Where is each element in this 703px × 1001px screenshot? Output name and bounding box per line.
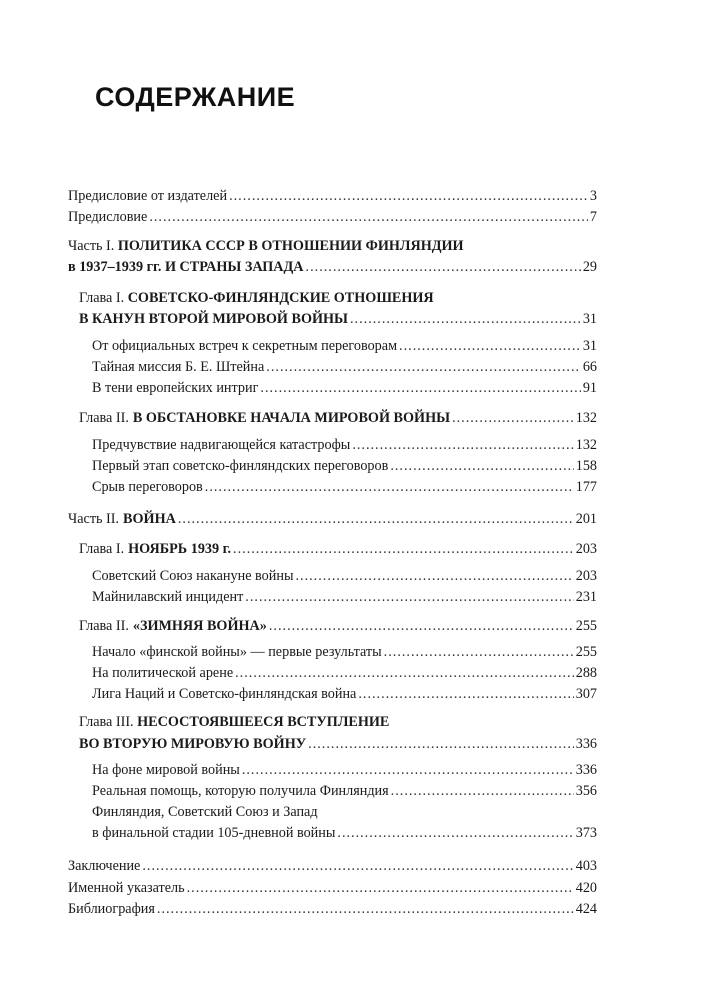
- toc-entry-page: 356: [575, 783, 597, 799]
- toc-section[interactable]: [92, 567, 597, 585]
- toc-entry-page: 403: [575, 858, 597, 874]
- chapter-title: НЕСОСТОЯВШЕЕСЯ ВСТУПЛЕНИЕ: [137, 714, 390, 730]
- leader-dots: [295, 567, 573, 585]
- leader-dots: [352, 436, 573, 454]
- leader-dots: [350, 310, 581, 328]
- toc-entry-page: 373: [575, 825, 597, 841]
- chapter-title-cont: ВО ВТОРУЮ МИРОВУЮ ВОЙНУ: [79, 736, 307, 752]
- section-title: Лига Наций и Советско-финляндская война: [92, 686, 357, 702]
- toc-entry-page: 91: [582, 380, 597, 396]
- toc-entry-title: Именной указатель: [68, 880, 185, 896]
- toc-section[interactable]: [92, 761, 597, 779]
- leader-dots: [358, 685, 573, 703]
- leader-dots: [399, 337, 581, 355]
- leader-dots: [452, 409, 574, 427]
- toc-entry-page: 424: [575, 901, 597, 917]
- toc-entry-page: 3: [589, 188, 597, 204]
- chapter-title: НОЯБРЬ 1939 г.: [128, 541, 232, 557]
- section-title: в финальной стадии 105-дневной войны: [92, 825, 336, 841]
- leader-dots: [266, 358, 581, 376]
- toc-entry-conclusion[interactable]: [68, 857, 597, 875]
- toc-entry-page: 177: [575, 479, 597, 495]
- leader-dots: [157, 900, 574, 918]
- chapter-title: В ОБСТАНОВКЕ НАЧАЛА МИРОВОЙ ВОЙНЫ: [132, 410, 451, 426]
- part-title-cont: в 1937–1939 гг. И СТРАНЫ ЗАПАДА: [68, 259, 304, 275]
- leader-dots: [337, 824, 573, 842]
- toc-entry-page: 7: [589, 209, 597, 225]
- chapter-title-cont: В КАНУН ВТОРОЙ МИРОВОЙ ВОЙНЫ: [79, 311, 348, 327]
- chapter-prefix: Глава II.: [79, 618, 129, 634]
- leader-dots: [308, 735, 574, 753]
- toc-section-line1[interactable]: Финляндия, Советский Союз и Запад: [92, 804, 318, 820]
- leader-dots: [384, 643, 574, 661]
- chapter-prefix: Глава I.: [79, 290, 125, 306]
- leader-dots: [391, 782, 574, 800]
- section-title: От официальных встреч к секретным переговорам: [92, 338, 398, 354]
- toc-entry-page: 201: [575, 511, 597, 527]
- toc-chapter-4[interactable]: [79, 617, 597, 635]
- toc-entry-title: Библиография: [68, 901, 155, 917]
- section-title: Советский Союз накануне войны: [92, 568, 294, 584]
- section-title: Майнилавский инцидент: [92, 589, 244, 605]
- section-title: Тайная миссия Б. Е. Штейна: [92, 359, 265, 375]
- toc-entry-page: 255: [575, 618, 597, 634]
- section-title: В тени европейских интриг: [92, 380, 259, 396]
- part-title: ПОЛИТИКА СССР В ОТНОШЕНИИ ФИНЛЯНДИИ: [117, 238, 464, 254]
- toc-entry-page: 255: [575, 644, 597, 660]
- toc-chapter-3[interactable]: [79, 540, 597, 558]
- section-title: Срыв переговоров: [92, 479, 203, 495]
- section-title: Начало «финской войны» — первые результаты: [92, 644, 382, 660]
- toc-entry-name-index[interactable]: [68, 879, 597, 897]
- toc-chapter-5-line1[interactable]: [79, 713, 389, 731]
- toc-part-2[interactable]: [68, 510, 597, 528]
- page-title: СОДЕРЖАНИЕ: [95, 82, 296, 112]
- toc-entry-page: 231: [575, 589, 597, 605]
- leader-dots: [242, 761, 574, 779]
- leader-dots: [149, 208, 588, 226]
- toc-section[interactable]: [92, 685, 597, 703]
- toc-section[interactable]: [92, 478, 597, 496]
- section-title: На фоне мировой войны: [92, 762, 240, 778]
- toc-chapter-1-line1[interactable]: [79, 289, 434, 307]
- toc-section[interactable]: [92, 358, 597, 376]
- toc-entry-page: 203: [575, 568, 597, 584]
- leader-dots: [178, 510, 574, 528]
- chapter-prefix: Глава II.: [79, 410, 129, 426]
- leader-dots: [142, 857, 573, 875]
- toc-entry-title: Предисловие: [68, 209, 148, 225]
- toc-entry-page: 203: [575, 541, 597, 557]
- toc-entry-page: 31: [582, 338, 597, 354]
- toc-entry-page: 132: [575, 437, 597, 453]
- toc-section[interactable]: [92, 643, 597, 661]
- leader-dots: [233, 540, 574, 558]
- toc-section[interactable]: [92, 782, 597, 800]
- section-title: Первый этап советско-финляндских переговоров: [92, 458, 389, 474]
- leader-dots: [187, 879, 574, 897]
- chapter-prefix: Глава III.: [79, 714, 134, 730]
- part-title: ВОЙНА: [123, 511, 176, 527]
- leader-dots: [260, 379, 580, 397]
- toc-chapter-5-line2[interactable]: [79, 735, 597, 753]
- toc-entry-page: 336: [575, 736, 597, 752]
- section-title: Предчувствие надвигающейся катастрофы: [92, 437, 351, 453]
- toc-part-1-line2[interactable]: [68, 258, 597, 276]
- part-prefix: Часть I.: [68, 238, 115, 254]
- leader-dots: [205, 478, 574, 496]
- toc-section[interactable]: [92, 379, 597, 397]
- toc-chapter-2[interactable]: [79, 409, 597, 427]
- part-prefix: Часть II.: [68, 511, 120, 527]
- toc-section[interactable]: [92, 824, 597, 842]
- toc-entry-page: 132: [575, 410, 597, 426]
- toc-entry-title: Предисловие от издателей: [68, 188, 228, 204]
- leader-dots: [245, 588, 573, 606]
- chapter-title: СОВЕТСКО-ФИНЛЯНДСКИЕ ОТНОШЕНИЯ: [127, 290, 434, 306]
- leader-dots: [235, 664, 574, 682]
- leader-dots: [306, 258, 581, 276]
- toc-section[interactable]: [92, 588, 597, 606]
- toc-entry-page: 29: [582, 259, 597, 275]
- toc-entry-page: 31: [582, 311, 597, 327]
- leader-dots: [390, 457, 573, 475]
- toc-entry-page: 307: [575, 686, 597, 702]
- toc-entry-page: 288: [575, 665, 597, 681]
- toc-entry-title: Заключение: [68, 858, 141, 874]
- section-title: Реальная помощь, которую получила Финляндия: [92, 783, 389, 799]
- toc-entry-preface-publishers[interactable]: [68, 187, 597, 205]
- chapter-prefix: Глава I.: [79, 541, 125, 557]
- toc-section[interactable]: [92, 337, 597, 355]
- toc-section[interactable]: [92, 664, 597, 682]
- leader-dots: [229, 187, 588, 205]
- toc-entry-page: 336: [575, 762, 597, 778]
- toc-entry-bibliography[interactable]: [68, 900, 597, 918]
- toc-section[interactable]: [92, 436, 597, 454]
- toc-entry-page: 66: [582, 359, 597, 375]
- chapter-title: «ЗИМНЯЯ ВОЙНА»: [132, 618, 267, 634]
- toc-section[interactable]: [92, 457, 597, 475]
- leader-dots: [269, 617, 574, 635]
- toc-entry-page: 420: [575, 880, 597, 896]
- section-title: На политической арене: [92, 665, 234, 681]
- toc-chapter-1-line2[interactable]: [79, 310, 597, 328]
- toc-entry-preface[interactable]: [68, 208, 597, 226]
- toc-part-1-line1[interactable]: [68, 237, 464, 255]
- toc-entry-page: 158: [575, 458, 597, 474]
